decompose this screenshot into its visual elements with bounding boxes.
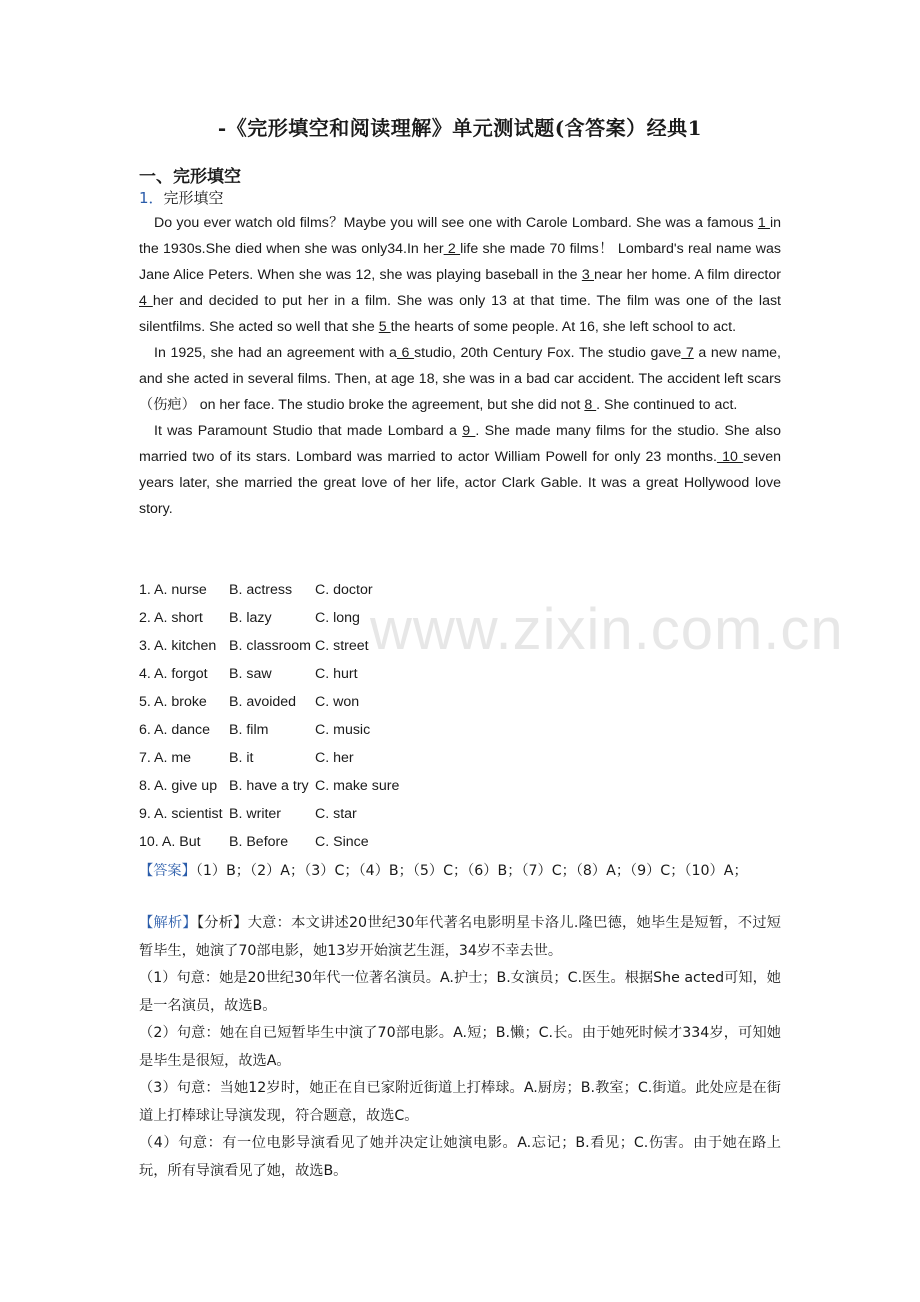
option-row <box>139 688 399 716</box>
option-choice: C. music <box>315 722 371 738</box>
analysis-intro <box>139 910 781 965</box>
page-title: -《完形填空和阅读理解》单元测试题(含答案）经典1 <box>217 116 703 140</box>
passage-text: seven years later, she married the great love of her life, actor Clark Gable. It was a great Hollywood love story. <box>139 449 781 517</box>
blank-7: 7 <box>681 345 694 361</box>
passage-paragraph-2 <box>139 340 781 418</box>
blank-10: 10 <box>716 449 744 465</box>
passage-text: It was Paramount Studio that made Lombard a <box>154 423 463 439</box>
option-row <box>139 632 399 660</box>
option-choice: B. writer <box>229 806 282 822</box>
passage-text: life she made 70 films！ Lombard's real name was Jane Alice Peters. When she was 12, she was playing baseball in the <box>139 241 781 283</box>
analysis-item-4: （4）句意：有一位电影导演看见了她并决定让她演电影。A.忘记；B.看见；C.伤害。由于她在路上玩，所有导演看见了她，故选B。 <box>139 1135 781 1179</box>
passage-text: Do you ever watch old films？Maybe you will see one with Carole Lombard. She was a famous <box>154 215 758 231</box>
passage-text: studio, 20th Century Fox. The studio gave <box>414 345 682 361</box>
option-row <box>139 576 399 604</box>
option-choice: 1. A. nurse <box>139 582 207 598</box>
option-row <box>139 716 399 744</box>
option-choice: B. avoided <box>229 694 297 710</box>
option-choice: 2. A. short <box>139 610 203 626</box>
option-choice: B. actress <box>229 582 293 598</box>
option-choice: B. it <box>229 750 254 766</box>
option-choice: 7. A. me <box>139 750 192 766</box>
answer-tag: 【答案】 <box>139 863 196 879</box>
option-row <box>139 660 399 688</box>
blank-9: 9 <box>462 423 476 439</box>
option-choice: 6. A. dance <box>139 722 210 738</box>
option-choice: 3. A. kitchen <box>139 638 217 654</box>
options-list <box>139 576 399 856</box>
analysis-item-2: （2）句意：她在自已短暂毕生中演了70部电影。A.短；B.懒；C.长。由于她死时候才334岁，可知她是毕生是很短，故选A。 <box>139 1025 781 1069</box>
question-label: 完形填空 <box>163 189 224 207</box>
passage-text: . She made many films for the studio. She also married two of its stars. Lombard was married to actor William Powell for only 23 months. <box>139 423 781 465</box>
option-choice: C. doctor <box>315 582 373 598</box>
watermark: www.zixin.com.cn <box>370 597 844 662</box>
option-choice: 10. A. But <box>139 834 201 850</box>
analysis-block <box>139 910 781 1185</box>
analysis-intro-text: 【分析】大意：本文讲述20世纪30年代著名电影明星卡洛儿.隆巴德，她毕生是短暂，不过短暂毕生，她演了70部电影，她13岁开始演艺生涯，34岁不幸去世。 <box>139 915 781 959</box>
option-choice: 4. A. forgot <box>139 666 208 682</box>
option-choice: C. Since <box>315 834 369 850</box>
blank-8: 8 <box>584 397 597 413</box>
blank-5: 5 <box>378 319 391 335</box>
passage-paragraph-1 <box>139 210 781 340</box>
passage-text: near her home. A film director <box>594 267 781 283</box>
option-choice: B. saw <box>229 666 272 682</box>
option-choice: B. Before <box>229 834 289 850</box>
option-row <box>139 604 399 632</box>
option-choice: C. her <box>315 750 354 766</box>
option-choice: C. won <box>315 694 360 710</box>
question-number: 1． <box>139 189 164 207</box>
answer-text: （1）B；（2）A；（3）C；（4）B；（5）C；（6）B；（7）C；（8）A；（9）C；（10）A； <box>195 863 748 879</box>
passage-text: . She continued to act. <box>596 397 738 413</box>
option-choice: B. have a try <box>229 778 309 794</box>
option-row <box>139 800 399 828</box>
passage-text: in the 1930s.She died when she was only34.In her <box>139 215 782 257</box>
option-choice: C. street <box>315 638 369 654</box>
passage-text: the hearts of some people. At 16, she left school to act. <box>390 319 737 335</box>
analysis-item-3: （3）句意：当她12岁时，她正在自已家附近街道上打棒球。A.厨房；B.教室；C.街道。此处应是在街道上打棒球让导演发现，符合题意，故选C。 <box>139 1080 781 1124</box>
option-row <box>139 772 399 800</box>
option-choice: 9. A. scientist <box>139 806 223 822</box>
analysis-item-1: （1）句意：她是20世纪30年代一位著名演员。A.护士；B.女演员；C.医生。根据She acted可知，她是一名演员，故选B。 <box>139 970 781 1014</box>
analysis-tag: 【解析】 <box>139 915 197 931</box>
option-choice: C. star <box>315 806 357 822</box>
option-choice: 8. A. give up <box>139 778 218 794</box>
question-heading <box>139 187 224 208</box>
blank-1: 1 <box>757 215 770 231</box>
option-row <box>139 828 399 856</box>
passage-text: her and decided to put her in a film. She was only 13 at that time. The film was one of the last silentfilms. She acted so well that she <box>139 293 781 335</box>
blank-3: 3 <box>581 267 595 283</box>
blank-6: 6 <box>396 345 415 361</box>
option-choice: C. hurt <box>315 666 358 682</box>
passage-text: In 1925, she had an agreement with a <box>154 345 397 361</box>
blank-4: 4 <box>139 293 153 309</box>
passage <box>139 210 781 522</box>
option-choice: 5. A. broke <box>139 694 207 710</box>
option-row <box>139 744 399 772</box>
passage-paragraph-3 <box>139 418 781 522</box>
section-heading: 一、完形填空 <box>139 167 241 187</box>
blank-2: 2 <box>443 241 461 257</box>
option-choice: B. lazy <box>229 610 272 626</box>
answer-block <box>139 857 781 885</box>
passage-text: a new name, and she acted in several films. Then, at age 18, she was in a bad car accident. The accident left scars（伤疤） on her face. The studio broke the agreement, but she did not <box>139 345 781 413</box>
option-choice: C. make sure <box>315 778 400 794</box>
option-choice: B. classroom <box>229 638 311 654</box>
option-choice: C. long <box>315 610 360 626</box>
option-choice: B. film <box>229 722 269 738</box>
